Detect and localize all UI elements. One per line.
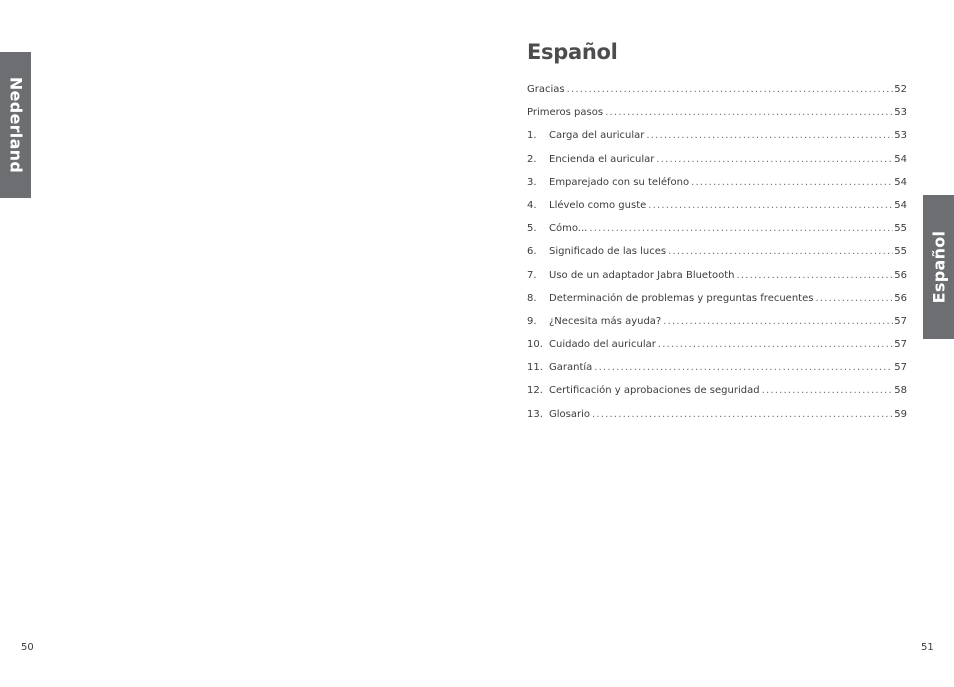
- toc-entry-number: 8.: [527, 292, 537, 304]
- toc-entry-page: 55: [894, 246, 907, 258]
- toc-entry-number: 10.: [527, 339, 543, 351]
- language-tab-nederland: [0, 52, 31, 198]
- toc-entry-page: 57: [894, 362, 907, 374]
- toc-dot-leader: [815, 293, 893, 304]
- toc-dot-leader: [567, 84, 894, 95]
- toc-entry-page: 55: [894, 223, 907, 235]
- toc-entry-title: ¿Necesita más ayuda?: [549, 315, 662, 327]
- section-title: Español: [527, 40, 618, 64]
- toc-dot-leader: [663, 316, 893, 327]
- toc-entry-title: Primeros pasos: [527, 107, 604, 119]
- toc-entry-title: Carga del auricular: [549, 130, 645, 142]
- toc-entry-number: 3.: [527, 176, 537, 188]
- toc-entry-page: 57: [894, 315, 907, 327]
- toc-entry-page: 54: [894, 153, 907, 165]
- toc-entry-number: 12.: [527, 385, 543, 397]
- toc-entry-number: 13.: [527, 408, 543, 420]
- toc-entry-number: 11.: [527, 362, 543, 374]
- toc-entry-title: Cuidado del auricular: [549, 339, 656, 351]
- toc-entry[interactable]: [527, 362, 907, 385]
- toc-entry-page: 53: [894, 130, 907, 142]
- language-tab-label: Nederland: [6, 76, 25, 174]
- toc-entry[interactable]: [527, 130, 907, 153]
- toc-dot-leader: [691, 177, 893, 188]
- toc-entry-page: 59: [894, 408, 907, 420]
- toc-entry-page: 54: [894, 176, 907, 188]
- toc-entry-number: 9.: [527, 315, 537, 327]
- toc-entry-page: 57: [894, 339, 907, 351]
- toc-entry[interactable]: [527, 270, 907, 293]
- right-page-number: 51: [921, 642, 934, 653]
- toc-dot-leader: [668, 246, 893, 257]
- language-tab-espanol: [923, 195, 954, 339]
- toc-entry[interactable]: [527, 316, 907, 339]
- toc-entry-number: 2.: [527, 153, 537, 165]
- table-of-contents: [527, 84, 907, 432]
- toc-entry-number: 1.: [527, 130, 537, 142]
- toc-entry[interactable]: [527, 200, 907, 223]
- toc-entry-number: 6.: [527, 246, 537, 258]
- toc-entry-number: 4.: [527, 199, 537, 211]
- toc-dot-leader: [646, 130, 893, 141]
- toc-entry-page: 53: [894, 107, 907, 119]
- toc-entry-title: Emparejado con su teléfono: [549, 176, 690, 188]
- toc-dot-leader: [592, 409, 893, 420]
- toc-entry-title: Significado de las luces: [549, 246, 667, 258]
- toc-entry-title: Garantía: [549, 362, 593, 374]
- toc-entry-title: Cómo...: [549, 223, 588, 235]
- toc-entry[interactable]: [527, 409, 907, 432]
- toc-entry[interactable]: [527, 84, 907, 107]
- toc-entry-title: Uso de un adaptador Jabra Bluetooth: [549, 269, 735, 281]
- toc-dot-leader: [589, 223, 893, 234]
- toc-entry[interactable]: [527, 246, 907, 269]
- toc-entry-title: Certificación y aprobaciones de seguridad: [549, 385, 760, 397]
- toc-dot-leader: [594, 362, 893, 373]
- toc-entry[interactable]: [527, 339, 907, 362]
- toc-entry[interactable]: [527, 177, 907, 200]
- toc-dot-leader: [656, 154, 893, 165]
- toc-entry-page: 52: [894, 84, 907, 95]
- toc-entry-title: Gracias: [527, 84, 565, 95]
- toc-entry-number: 7.: [527, 269, 537, 281]
- toc-dot-leader: [605, 107, 893, 118]
- toc-entry-page: 56: [894, 292, 907, 304]
- toc-entry-page: 54: [894, 199, 907, 211]
- toc-entry[interactable]: [527, 293, 907, 316]
- toc-entry[interactable]: [527, 223, 907, 246]
- toc-dot-leader: [762, 385, 894, 396]
- language-tab-label: Español: [929, 230, 948, 304]
- toc-entry-title: Llévelo como guste: [549, 199, 647, 211]
- toc-entry-page: 56: [894, 269, 907, 281]
- toc-entry[interactable]: [527, 385, 907, 408]
- toc-entry-number: 5.: [527, 223, 537, 235]
- left-page-number: 50: [21, 642, 34, 653]
- toc-entry[interactable]: [527, 154, 907, 177]
- toc-entry-page: 58: [894, 385, 907, 397]
- toc-entry-title: Glosario: [549, 408, 590, 420]
- toc-dot-leader: [658, 339, 893, 350]
- toc-entry[interactable]: [527, 107, 907, 130]
- toc-dot-leader: [648, 200, 893, 211]
- toc-dot-leader: [737, 270, 894, 281]
- toc-entry-title: Encienda el auricular: [549, 153, 655, 165]
- toc-entry-title: Determinación de problemas y preguntas frecuentes: [549, 292, 814, 304]
